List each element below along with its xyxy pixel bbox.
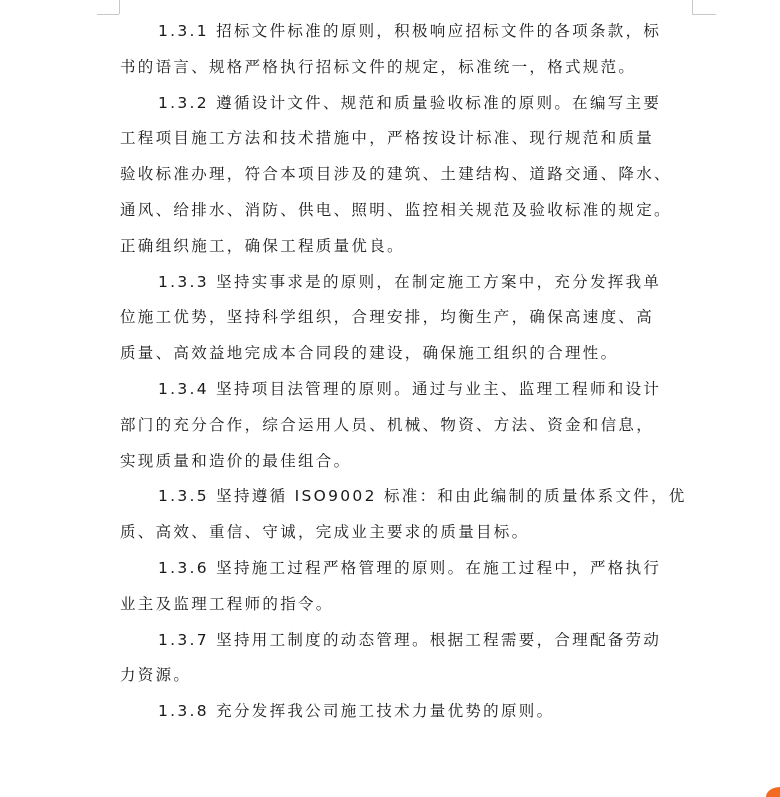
- paragraph-line: 业主及监理工程师的指令。: [120, 594, 334, 613]
- paragraph-line: 位施工优势，坚持科学组织，合理安排，均衡生产，确保高速度、高: [120, 308, 655, 327]
- paragraph-line: 1.3.5 坚持遵循 ISO9002 标准：和由此编制的质量体系文件，优: [158, 487, 687, 506]
- paragraph-1-3-3: [120, 265, 680, 372]
- corner-accent-shape: [766, 787, 780, 797]
- paragraph-1-3-5: [120, 479, 687, 551]
- paragraph-1-3-6: [120, 551, 680, 623]
- paragraph-line: 实现质量和造价的最佳组合。: [120, 451, 352, 470]
- crop-mark-top-left-vertical: [119, 0, 120, 14]
- paragraph-line: 验收标准办理，符合本项目涉及的建筑、土建结构、道路交通、降水、: [120, 165, 672, 184]
- paragraph-line: 1.3.4 坚持项目法管理的原则。通过与业主、监理工程师和设计: [158, 379, 662, 398]
- paragraph-line: 部门的充分合作，综合运用人员、机械、物资、方法、资金和信息，: [120, 415, 655, 434]
- crop-mark-top-right-horizontal: [692, 14, 716, 15]
- paragraph-line: 通风、给排水、消防、供电、照明、监控相关规范及验收标准的规定。: [120, 200, 672, 219]
- paragraph-line: 质量、高效益地完成本合同段的建设，确保施工组织的合理性。: [120, 344, 619, 363]
- paragraph-line: 正确组织施工，确保工程质量优良。: [120, 236, 405, 255]
- paragraph-1-3-7: [120, 623, 680, 695]
- paragraph-line: 1.3.1 招标文件标准的原则，积极响应招标文件的各项条款，标: [158, 22, 662, 40]
- paragraph-line: 工程项目施工方法和技术措施中，严格按设计标准、现行规范和质量: [120, 129, 655, 148]
- paragraph-1-3-8: [120, 694, 680, 730]
- paragraph-line: 书的语言、规格严格执行招标文件的规定，标准统一，格式规范。: [120, 57, 637, 76]
- paragraph-line: 1.3.3 坚持实事求是的原则，在制定施工方案中，充分发挥我单: [158, 272, 662, 291]
- paragraph-line: 1.3.6 坚持施工过程严格管理的原则。在施工过程中，严格执行: [158, 558, 662, 577]
- paragraph-1-3-2: [120, 86, 680, 265]
- paragraph-1-3-1: [120, 14, 680, 86]
- paragraph-line: 力资源。: [120, 666, 192, 685]
- paragraph-line: 1.3.7 坚持用工制度的动态管理。根据工程需要，合理配备劳动: [158, 630, 662, 649]
- crop-mark-top-left-horizontal: [97, 14, 119, 15]
- paragraph-line: 1.3.2 遵循设计文件、规范和质量验收标准的原则。在编写主要: [158, 93, 662, 112]
- paragraph-1-3-4: [120, 372, 680, 479]
- paragraph-line: 质、高效、重信、守诚，完成业主要求的质量目标。: [120, 523, 530, 542]
- crop-mark-top-right-vertical: [692, 0, 693, 14]
- paragraph-line: 1.3.8 充分发挥我公司施工技术力量优势的原则。: [158, 702, 555, 721]
- document-body[interactable]: [120, 14, 687, 730]
